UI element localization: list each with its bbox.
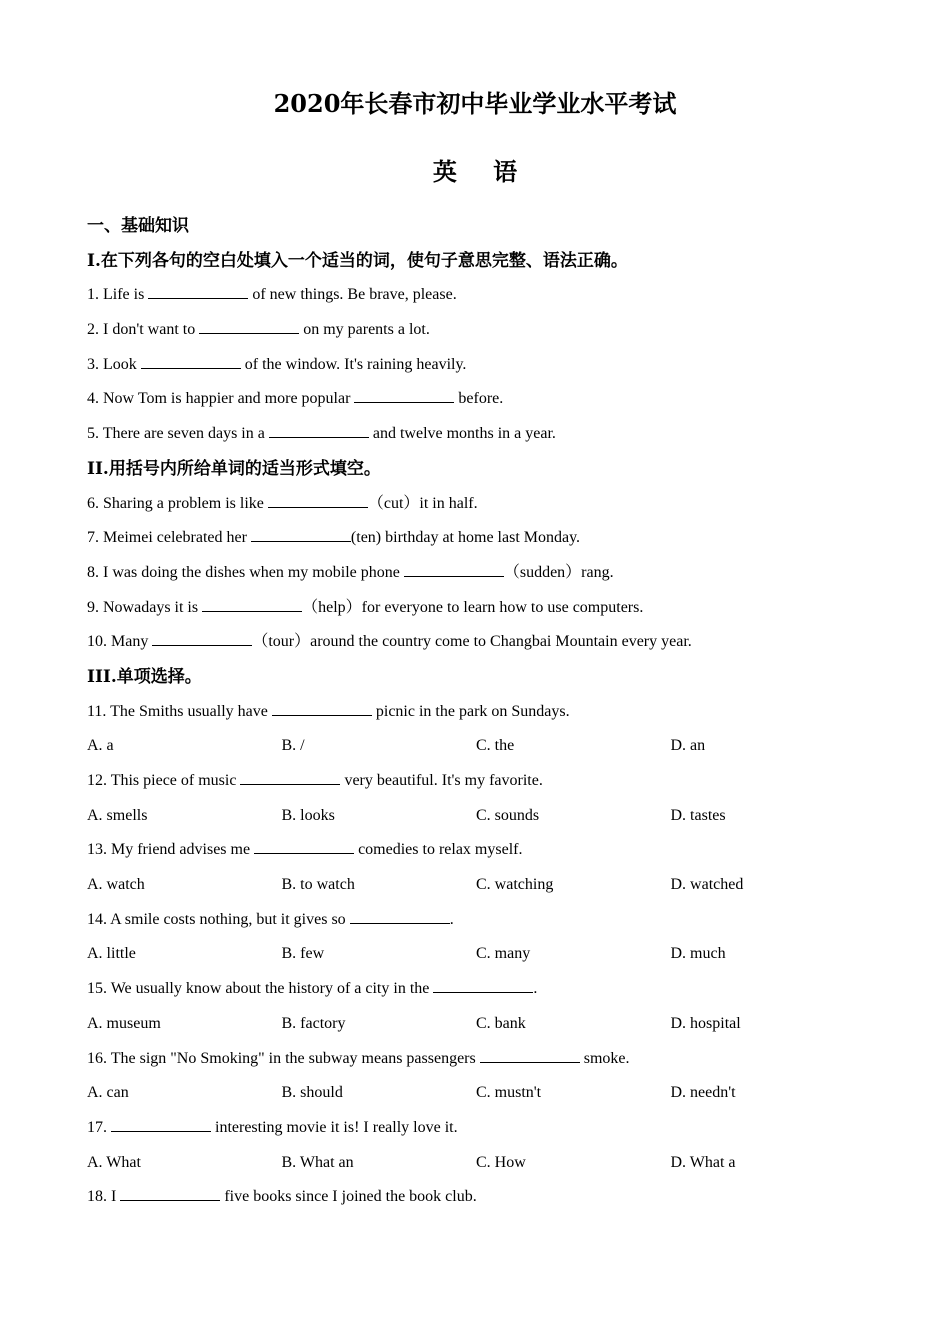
question-text: 5. There are seven days in a <box>87 425 265 443</box>
options-row <box>87 1146 887 1181</box>
section-ii-heading: II.用括号内所给单词的适当形式填空。 <box>87 458 381 479</box>
options-row <box>87 1076 887 1111</box>
option-b[interactable]: B. looks <box>281 806 335 824</box>
option-d[interactable]: D. watched <box>670 876 744 894</box>
answer-blank[interactable] <box>350 909 450 924</box>
question-15 <box>87 972 887 1007</box>
answer-blank[interactable] <box>272 701 372 716</box>
exam-content <box>87 209 887 1215</box>
page-title: 2020年长春市初中毕业学业水平考试 <box>273 89 677 118</box>
option-c[interactable]: C. How <box>476 1153 526 1171</box>
section-i-heading: I.在下列各句的空白处填入一个适当的词，使句子意思完整、语法正确。 <box>87 250 628 271</box>
question-text: 15. We usually know about the history of a city in the <box>87 980 430 998</box>
answer-blank[interactable] <box>152 631 252 646</box>
question-10 <box>87 625 887 660</box>
question-text: very beautiful. It's my favorite. <box>344 772 543 789</box>
question-11 <box>87 695 887 730</box>
option-b[interactable]: B. few <box>281 945 325 963</box>
option-a[interactable]: A. can <box>87 1084 129 1102</box>
question-2 <box>87 313 887 348</box>
option-b[interactable]: B. to watch <box>281 876 355 894</box>
question-text: and twelve months in a year. <box>372 425 556 443</box>
question-text: 6. Sharing a problem is like <box>87 494 264 512</box>
question-text: interesting movie it is! I really love it. <box>215 1118 458 1136</box>
question-3 <box>87 348 887 383</box>
answer-blank[interactable] <box>141 354 241 369</box>
option-a[interactable]: A. a <box>87 737 114 755</box>
question-text: comedies to relax myself. <box>358 841 523 859</box>
question-text: . <box>449 910 454 928</box>
question-text: 7. Meimei celebrated her <box>87 529 247 547</box>
answer-blank[interactable] <box>404 562 504 577</box>
question-text: 14. A smile costs nothing, but it gives so <box>87 910 346 928</box>
option-a[interactable]: A. museum <box>87 1014 161 1032</box>
question-text: 12. This piece of music <box>87 772 237 789</box>
answer-blank[interactable] <box>202 597 302 612</box>
answer-blank[interactable] <box>433 978 533 993</box>
answer-blank[interactable] <box>354 388 454 403</box>
question-12 <box>87 764 887 799</box>
section-iii-heading: III.单项选择。 <box>87 666 202 687</box>
answer-blank[interactable] <box>240 770 340 785</box>
options-row <box>87 1007 887 1042</box>
question-text: （tour）around the country come to Changbai Mountain every year. <box>252 633 692 651</box>
option-d[interactable]: D. What a <box>670 1153 736 1171</box>
option-c[interactable]: C. the <box>476 737 515 755</box>
question-text: five books since I joined the book club. <box>224 1188 477 1206</box>
question-text: smoke. <box>583 1049 630 1067</box>
question-4 <box>87 382 887 417</box>
option-a[interactable]: A. What <box>87 1153 141 1171</box>
option-d[interactable]: D. tastes <box>670 806 726 824</box>
answer-blank[interactable] <box>111 1117 211 1132</box>
question-text: 16. The sign "No Smoking" in the subway means passengers <box>87 1049 476 1067</box>
option-a[interactable]: A. watch <box>87 876 145 894</box>
options-row <box>87 868 887 903</box>
question-5 <box>87 417 887 452</box>
options-row <box>87 799 887 834</box>
question-17 <box>87 1111 887 1146</box>
option-c[interactable]: C. bank <box>476 1014 526 1032</box>
option-c[interactable]: C. many <box>476 945 531 963</box>
question-text: 17. <box>87 1118 107 1136</box>
question-text: （help）for everyone to learn how to use computers. <box>302 598 644 616</box>
question-text: 3. Look <box>87 355 137 373</box>
question-8 <box>87 556 887 591</box>
question-14 <box>87 903 887 938</box>
option-d[interactable]: D. much <box>670 945 726 963</box>
option-d[interactable]: D. hospital <box>670 1014 741 1032</box>
answer-blank[interactable] <box>148 284 248 299</box>
option-d[interactable]: D. an <box>670 737 706 755</box>
option-b[interactable]: B. factory <box>281 1014 346 1032</box>
option-b[interactable]: B. What an <box>281 1153 354 1171</box>
question-text: (ten) birthday at home last Monday. <box>350 529 581 547</box>
question-text: 2. I don't want to <box>87 321 196 339</box>
option-c[interactable]: C. mustn't <box>476 1084 542 1102</box>
option-b[interactable]: B. / <box>281 737 305 755</box>
question-7 <box>87 521 887 556</box>
option-c[interactable]: C. sounds <box>476 806 540 824</box>
question-text: 1. Life is <box>87 286 145 304</box>
question-text: 13. My friend advises me <box>87 841 251 859</box>
question-text: 4. Now Tom is happier and more popular <box>87 390 351 408</box>
question-13 <box>87 833 887 868</box>
answer-blank[interactable] <box>268 493 368 508</box>
subject-title: 英 语 <box>432 157 532 186</box>
answer-blank[interactable] <box>254 839 354 854</box>
question-text: （cut）it in half. <box>367 494 478 512</box>
question-text: 9. Nowadays it is <box>87 598 199 616</box>
question-text: （sudden）rang. <box>503 563 614 581</box>
question-text: 10. Many <box>87 633 149 651</box>
answer-blank[interactable] <box>251 527 351 542</box>
answer-blank[interactable] <box>480 1048 580 1063</box>
question-18 <box>87 1180 887 1215</box>
question-text: of new things. Be brave, please. <box>252 286 457 304</box>
option-a[interactable]: A. smells <box>87 806 148 824</box>
question-text: before. <box>458 390 504 408</box>
question-text: 11. The Smiths usually have <box>87 702 268 720</box>
option-d[interactable]: D. needn't <box>670 1084 736 1102</box>
question-text: of the window. It's raining heavily. <box>244 355 467 373</box>
question-16 <box>87 1042 887 1077</box>
options-row <box>87 729 887 764</box>
question-1 <box>87 278 887 313</box>
question-text: 18. I <box>87 1188 117 1206</box>
question-text: . <box>533 980 538 998</box>
part-heading: 一、基础知识 <box>87 216 189 236</box>
answer-blank[interactable] <box>269 423 369 438</box>
option-a[interactable]: A. little <box>87 945 136 963</box>
question-text: 8. I was doing the dishes when my mobile phone <box>87 563 400 581</box>
answer-blank[interactable] <box>120 1186 220 1201</box>
question-text: on my parents a lot. <box>303 321 430 339</box>
options-row <box>87 937 887 972</box>
option-b[interactable]: B. should <box>281 1084 343 1102</box>
question-9 <box>87 591 887 626</box>
option-c[interactable]: C. watching <box>476 876 554 894</box>
question-6 <box>87 487 887 522</box>
question-text: picnic in the park on Sundays. <box>375 702 570 720</box>
answer-blank[interactable] <box>199 319 299 334</box>
